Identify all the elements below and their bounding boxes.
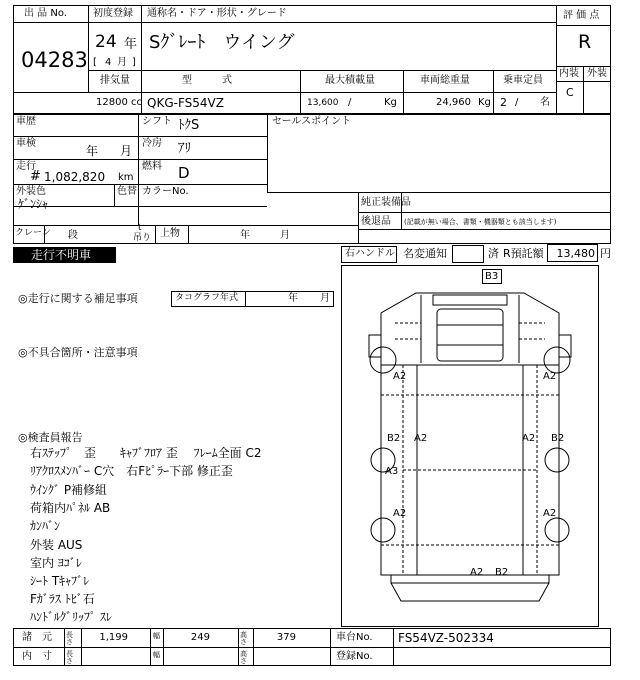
inspector-line: 荷箱内ﾊﾟﾈﾙ AB <box>30 501 111 515</box>
recycle-amount: 13,480 <box>556 247 595 260</box>
chassis-label: 車台No. <box>336 632 373 643</box>
equipment-label: 純正装備品 <box>361 197 411 208</box>
diagram-mark: A2 <box>543 508 557 519</box>
tachograph-label: タコグラフ年式 <box>175 293 239 303</box>
diagram-mark: A2 <box>470 567 484 578</box>
diagram-mark: A3 <box>385 466 399 477</box>
inspector-line: ｶﾝﾊﾞﾝ <box>30 519 61 533</box>
diagram-mark: B3 <box>485 271 499 282</box>
rating-label: 評 価 点 <box>563 10 600 21</box>
rating-value: R <box>578 31 592 53</box>
inspector-line: 室内 ﾖｺﾞﾚ <box>30 556 82 570</box>
displacement-value: 12800 <box>96 97 128 108</box>
lot-number: 04283 <box>21 48 88 72</box>
diagram-mark: A2 <box>393 508 407 519</box>
inspector-line: 外装 AUS <box>30 538 83 552</box>
gross-weight-value: 24,960 <box>436 97 471 108</box>
inspection-label: 車検 <box>16 138 36 149</box>
inspector-line: ｼｰﾄ Tｷｬﾌﾞﾚ <box>30 574 90 588</box>
diagram-mark: B2 <box>387 433 401 444</box>
aftermarket-label: 後退品 <box>361 216 391 227</box>
spec-height: 379 <box>276 632 296 643</box>
color-change-label: 色替 <box>117 186 137 197</box>
history-label: 車歴 <box>16 116 36 127</box>
diagram-mark: B2 <box>551 433 565 444</box>
sales-point-label: セールスポイント <box>272 116 352 127</box>
mileage-label: 走行 <box>16 161 36 172</box>
diagram-mark: A2 <box>414 433 428 444</box>
gross-weight-label: 車両総重量 <box>420 75 470 86</box>
color-no-label: カラーNo. <box>142 186 189 197</box>
diagram-mark: B2 <box>495 567 509 578</box>
recycle-done: 済 <box>488 247 499 260</box>
color-value: ｹﾞﾝｼｬ <box>18 197 49 211</box>
crane-label: クレーン <box>15 228 51 238</box>
model-name: Sｸﾞﾚｰﾄ ウイング <box>149 32 295 53</box>
inspector-line: Fｶﾞﾗｽ ﾄﾋﾞ石 <box>30 592 95 606</box>
inspector-line: ﾊﾝﾄﾞﾙｸﾞﾘｯﾌﾟ ｽﾚ <box>30 610 112 624</box>
color-label: 外装色 <box>16 186 46 197</box>
interior-score: C <box>566 86 574 99</box>
max-load-value: 13,600 <box>307 98 339 108</box>
defects-heading: ◎不具合箇所・注意事項 <box>18 346 138 359</box>
inspector-line: ﾘｱｸﾛｽﾒﾝﾊﾞｰ C穴 右Fﾋﾟﾗｰ下部 修正歪 <box>30 464 233 478</box>
aftermarket-note: (記載が無い場合、書類・機器類とも該当します) <box>404 218 557 226</box>
displacement-label: 排気量 <box>100 75 130 86</box>
specs-label: 諸 元 <box>22 632 52 643</box>
chassis-value: FS54VZ-502334 <box>398 631 494 645</box>
first-reg-label: 初度登録 <box>93 8 133 19</box>
lift-label: 上物 <box>160 228 180 239</box>
registration-label: 登録No. <box>336 651 373 662</box>
diagram-mark: A2 <box>393 371 407 382</box>
right-handle-label: 右ハンドル <box>345 248 395 259</box>
lot-label: 出 品 No. <box>24 8 67 19</box>
inspector-line: ｳｲﾝｸﾞ P補修組 <box>30 483 108 497</box>
reg-year: 24 <box>95 32 117 52</box>
inspector-line: 右ｽﾃｯﾌﾟ 歪 ｷｬﾌﾞﾌﾛｱ 歪 ﾌﾚｰﾑ全面 C2 <box>30 446 262 460</box>
shift-value: ﾄｸS <box>178 118 200 133</box>
reg-year-unit: 年 <box>124 37 138 52</box>
spec-width: 249 <box>190 632 210 643</box>
name-change-box <box>452 245 484 263</box>
model-label: 通称名・ドア・形状・グレード <box>147 8 287 19</box>
fuel-value: D <box>178 164 190 182</box>
ac-label: 冷房 <box>142 138 162 149</box>
ac-value: ｱﾘ <box>178 141 191 156</box>
diagram-mark: A2 <box>522 433 536 444</box>
type-label: 型 式 <box>182 75 232 86</box>
exterior-label: 外装 <box>587 68 607 79</box>
mileage-supplement-heading: ◎走行に関する補足事項 <box>18 292 138 305</box>
mileage-value: 1,082,820 <box>44 170 106 184</box>
shift-label: シフト <box>142 116 172 127</box>
interior-size-label: 内 寸 <box>22 651 52 662</box>
fuel-label: 燃料 <box>142 161 162 172</box>
diagram-mark: A2 <box>543 371 557 382</box>
interior-label: 内装 <box>559 68 579 79</box>
capacity-value: 2 <box>500 96 507 109</box>
spec-length: 1,199 <box>99 632 128 643</box>
max-load-label: 最大積載量 <box>325 75 375 86</box>
capacity-label: 乗車定員 <box>503 75 543 86</box>
reg-month: 4 <box>105 57 112 68</box>
type-value: QKG-FS54VZ <box>147 96 224 110</box>
name-change-label: 名変通知 <box>403 247 447 260</box>
recycle-label: R預託額 <box>503 247 544 260</box>
inspector-heading: ◎検査員報告 <box>18 431 83 444</box>
mileage-unknown-banner: 走行不明車 <box>13 247 116 263</box>
